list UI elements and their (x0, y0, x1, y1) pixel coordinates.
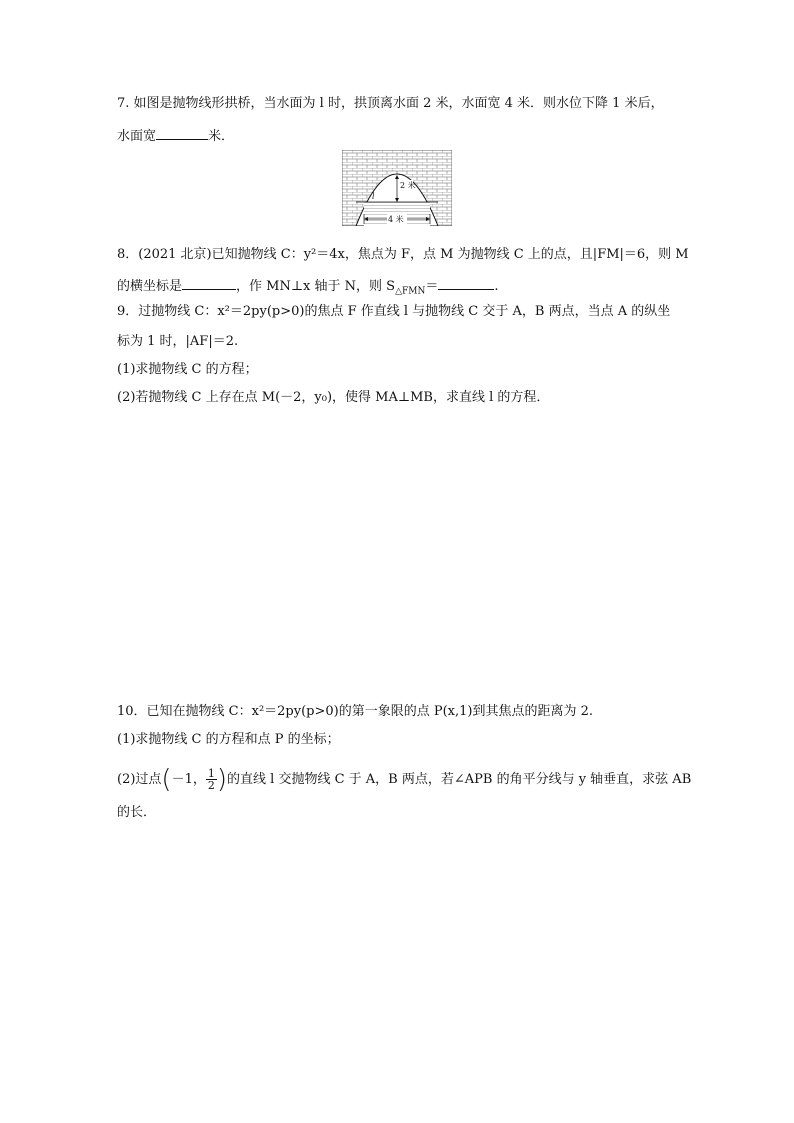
q9-part2: (2)若抛物线 C 上存在点 M(－2，y₀)，使得 MA⊥MB，求直线 l 的方程． (117, 390, 550, 405)
q9-line1: 9．过抛物线 C：x²＝2py(p>0)的焦点 F 作直线 l 与抛物线 C 交于 A，B 两点，当点 A 的纵坐 (117, 304, 671, 319)
q8-line1: 8．(2021 北京)已知抛物线 C：y²＝4x，焦点为 F，点 M 为抛物线 C 上的点，且|FM|＝6，则 M (117, 247, 689, 262)
q9-part1: (1)求抛物线 C 的方程； (117, 362, 258, 377)
q8-answer-blank-1 (182, 276, 236, 290)
q8-answer-blank-2 (438, 276, 494, 290)
q10-part2-b: 的直线 l 交抛物线 C 于 A，B 两点，若∠APB 的角平分线与 y 轴垂直，求弦 AB (227, 772, 692, 787)
q8-line2-a: 的横坐标是 (117, 279, 183, 294)
q10-line1: 10．已知在抛物线 C：x²＝2py(p>0)的第一象限的点 P(x,1)到其焦点的距离为 2. (117, 704, 594, 719)
height-label: 2 米 (400, 181, 416, 190)
water-label: l (372, 192, 375, 201)
q7-line2-suffix: 米． (208, 129, 235, 144)
q8-area-subscript: △FMN (395, 286, 426, 297)
fraction-one-half (206, 768, 217, 791)
q7-line2 (117, 126, 234, 146)
q8-line2-c: ＝ (425, 279, 439, 294)
width-label: 4 米 (388, 215, 404, 224)
left-paren: ( (161, 764, 172, 795)
q8-line2-end: . (494, 279, 499, 294)
fraction-denominator: 2 (207, 779, 215, 792)
fraction-numerator: 1 (207, 767, 215, 780)
q9-line2: 标为 1 时，|AF|＝2. (117, 334, 239, 349)
q10-part2-neg: －1， (171, 772, 206, 787)
q8-line2-b: ，作 MN⊥x 轴于 N，则 S (236, 279, 396, 294)
right-paren: ) (216, 764, 228, 795)
q10-part2-a: (2)过点 (117, 772, 162, 787)
bridge-figure (342, 150, 452, 226)
q10-part1: (1)求抛物线 C 的方程和点 P 的坐标； (117, 732, 340, 747)
q8-line2 (117, 276, 499, 301)
q7-line1: 7. 如图是抛物线形拱桥，当水面为 l 时，拱顶离水面 2 米，水面宽 4 米．则水位下降 1 米后， (117, 96, 664, 111)
q10-line3: 的长． (117, 805, 157, 820)
q7-line2-prefix: 水面宽 (117, 129, 157, 144)
q10-part2 (117, 764, 692, 795)
q7-answer-blank (156, 126, 208, 140)
